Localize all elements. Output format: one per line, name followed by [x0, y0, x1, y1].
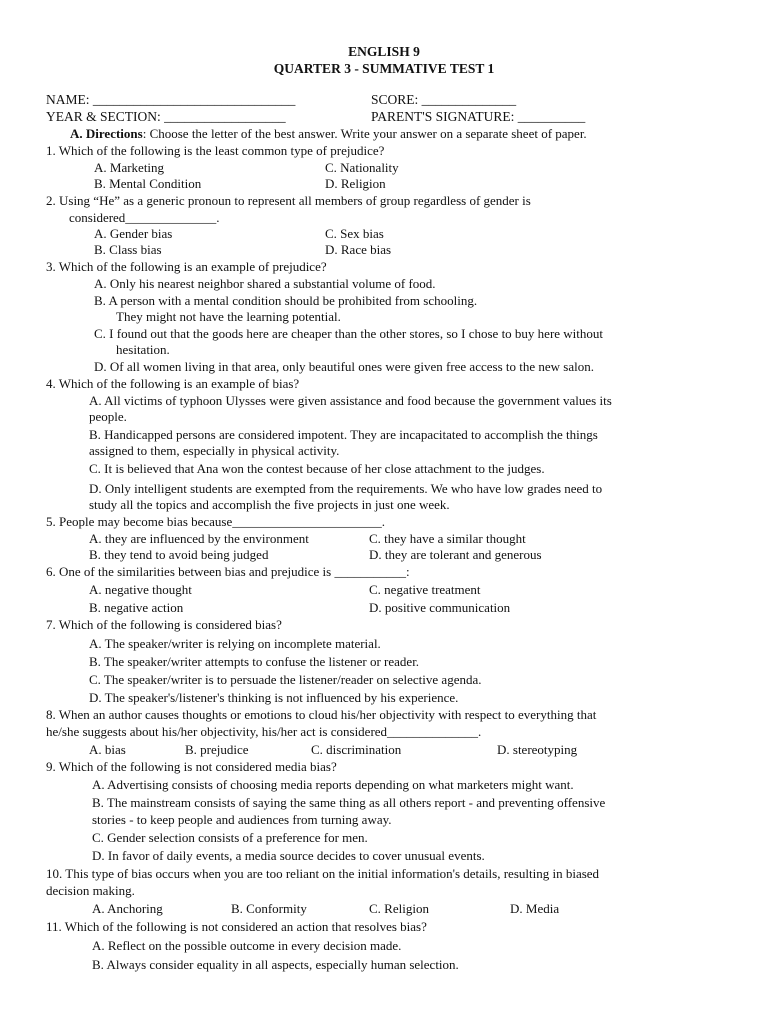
q10-option-d: D. Media	[510, 901, 560, 916]
q6-option-b: B. negative action	[89, 600, 184, 615]
question-10-cont: decision making.	[46, 883, 135, 898]
q3-option-d: D. Of all women living in that area, only beautiful ones were given free access to the new salon.	[94, 359, 594, 374]
score-field: SCORE: ______________	[371, 92, 517, 107]
year-section-field: YEAR & SECTION: __________________	[46, 109, 286, 124]
q4-option-c: C. It is believed that Ana won the contest because of her close attachment to the judges.	[89, 461, 545, 476]
q5-option-a: A. they are influenced by the environment	[89, 531, 309, 546]
question-6: 6. One of the similarities between bias and prejudice is ___________:	[46, 564, 410, 579]
q6-option-a: A. negative thought	[89, 582, 192, 597]
question-10: 10. This type of bias occurs when you are too reliant on the initial information's details, resulting in biased	[46, 866, 600, 881]
q3-option-c-cont: hesitation.	[116, 342, 170, 357]
q7-option-d: D. The speaker's/listener's thinking is not influenced by his experience.	[89, 690, 459, 705]
question-9: 9. Which of the following is not considered media bias?	[46, 759, 337, 774]
q5-option-c: C. they have a similar thought	[369, 531, 526, 546]
q4-option-d-cont: study all the topics and accomplish the five projects in just one week.	[89, 497, 450, 512]
q1-option-a: A. Marketing	[94, 160, 165, 175]
q11-option-a: A. Reflect on the possible outcome in every decision made.	[92, 938, 402, 953]
q10-option-b: B. Conformity	[231, 901, 307, 916]
question-1: 1. Which of the following is the least common type of prejudice?	[46, 143, 385, 158]
directions-label: A. Directions	[70, 126, 143, 141]
q9-option-c: C. Gender selection consists of a preference for men.	[92, 830, 368, 845]
q2-option-c: C. Sex bias	[325, 226, 384, 241]
q5-option-d: D. they are tolerant and generous	[369, 547, 542, 562]
q7-option-b: B. The speaker/writer attempts to confuse the listener or reader.	[89, 654, 420, 669]
test-subtitle: QUARTER 3 - SUMMATIVE TEST 1	[273, 61, 495, 76]
question-5: 5. People may become bias because_______________________.	[46, 514, 386, 529]
directions-text: : Choose the letter of the best answer. Write your answer on a separate sheet of paper.	[142, 126, 587, 141]
q11-option-b: B. Always consider equality in all aspects, especially human selection.	[92, 957, 459, 972]
q9-option-b-cont: stories - to keep people and audiences from turning away.	[92, 812, 392, 827]
q1-option-b: B. Mental Condition	[94, 176, 202, 191]
q8-option-a: A. bias	[89, 742, 126, 757]
q9-option-d: D. In favor of daily events, a media source decides to cover unusual events.	[92, 848, 485, 863]
directions	[70, 126, 587, 142]
q6-option-c: C. negative treatment	[369, 582, 481, 597]
q3-option-c: C. I found out that the goods here are cheaper than the other stores, so I chose to buy here without	[94, 326, 604, 341]
question-8: 8. When an author causes thoughts or emotions to cloud his/her objectivity with respect to everything that	[46, 707, 597, 722]
question-2: 2. Using “He” as a generic pronoun to represent all members of group regardless of gender is	[46, 193, 531, 208]
q10-option-c: C. Religion	[369, 901, 429, 916]
q9-option-b: B. The mainstream consists of saying the same thing as all others report - and preventing offensive	[92, 795, 606, 810]
q4-option-a-cont: people.	[89, 409, 127, 424]
q3-option-b: B. A person with a mental condition should be prohibited from schooling.	[94, 293, 478, 308]
q8-option-b: B. prejudice	[185, 742, 249, 757]
question-11: 11. Which of the following is not considered an action that resolves bias?	[46, 919, 427, 934]
q9-option-a: A. Advertising consists of choosing media reports depending on what marketers might want.	[92, 777, 574, 792]
q1-option-c: C. Nationality	[325, 160, 399, 175]
q5-option-b: B. they tend to avoid being judged	[89, 547, 269, 562]
q2-option-a: A. Gender bias	[94, 226, 173, 241]
q3-option-a: A. Only his nearest neighbor shared a substantial volume of food.	[94, 276, 436, 291]
q6-option-d: D. positive communication	[369, 600, 511, 615]
q4-option-b-cont: assigned to them, especially in physical activity.	[89, 443, 340, 458]
question-8-cont: he/she suggests about his/her objectivity, his/her act is considered______________.	[46, 724, 482, 739]
q8-option-d: D. stereotyping	[497, 742, 578, 757]
question-3: 3. Which of the following is an example of prejudice?	[46, 259, 327, 274]
question-4: 4. Which of the following is an example of bias?	[46, 376, 300, 391]
q7-option-c: C. The speaker/writer is to persuade the listener/reader on selective agenda.	[89, 672, 482, 687]
q4-option-d: D. Only intelligent students are exempted from the requirements. We who have low grades need to	[89, 481, 603, 496]
parent-signature-field: PARENT'S SIGNATURE: __________	[371, 109, 586, 124]
question-7: 7. Which of the following is considered bias?	[46, 617, 282, 632]
q4-option-b: B. Handicapped persons are considered impotent. They are incapacitated to accomplish the things	[89, 427, 598, 442]
name-field: NAME: ______________________________	[46, 92, 296, 107]
question-2-cont: considered______________.	[69, 210, 220, 225]
test-title: ENGLISH 9	[348, 44, 420, 59]
q1-option-d: D. Religion	[325, 176, 386, 191]
q2-option-d: D. Race bias	[325, 242, 392, 257]
q3-option-b-cont: They might not have the learning potential.	[116, 309, 341, 324]
q7-option-a: A. The speaker/writer is relying on incomplete material.	[89, 636, 381, 651]
q8-option-c: C. discrimination	[311, 742, 402, 757]
q2-option-b: B. Class bias	[94, 242, 162, 257]
q4-option-a: A. All victims of typhoon Ulysses were given assistance and food because the government values its	[89, 393, 612, 408]
q10-option-a: A. Anchoring	[92, 901, 163, 916]
